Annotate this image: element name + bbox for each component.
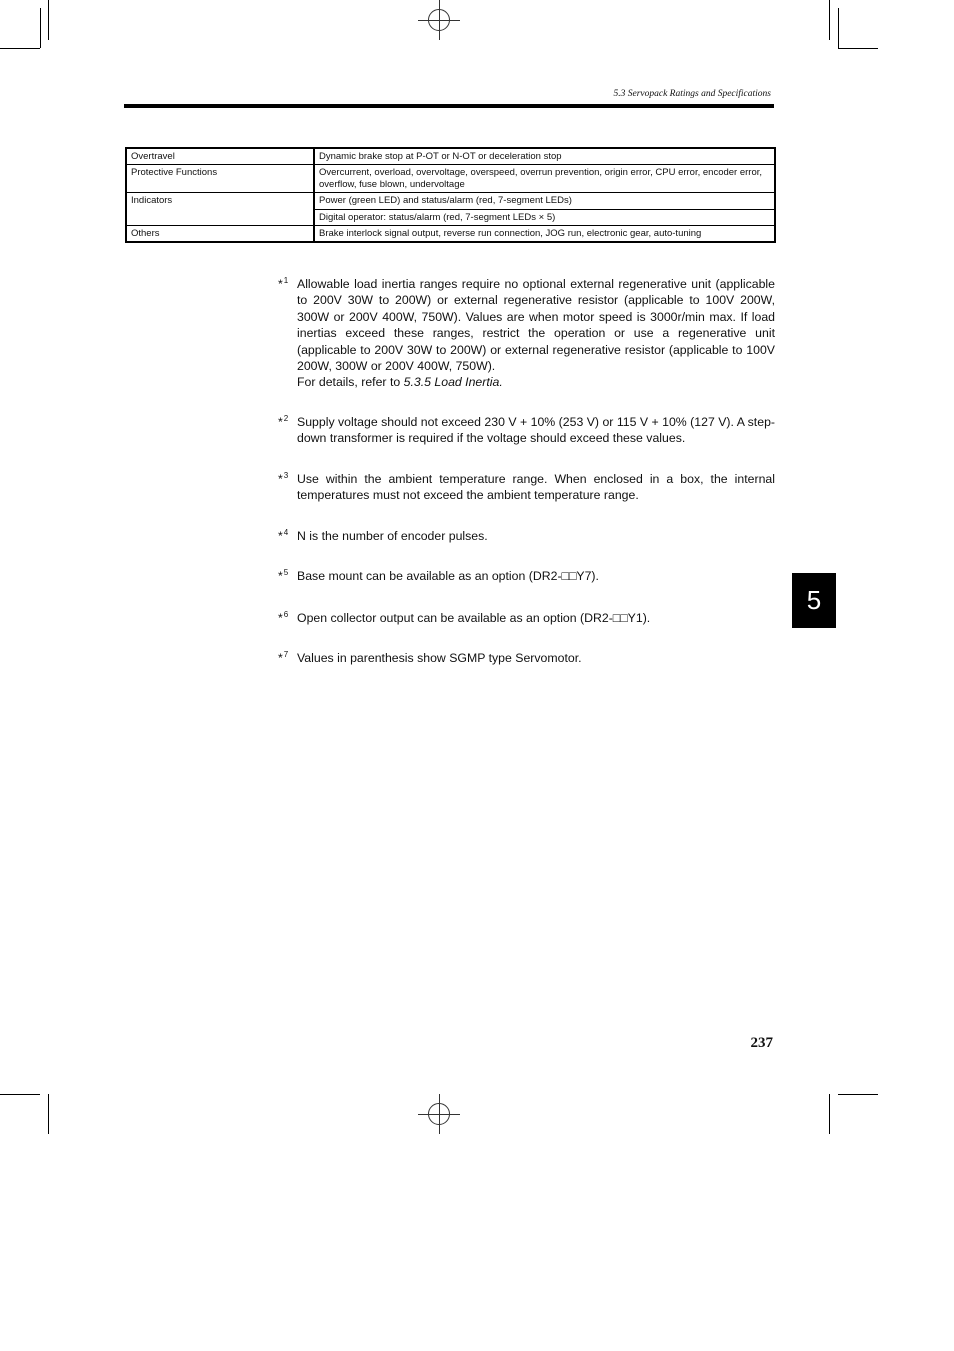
footnote-text: N is the number of encoder pulses. [297,529,488,543]
footnote-asterisk: * [278,651,283,665]
footnote-number: 7 [283,650,289,659]
footnote-asterisk: * [278,529,283,543]
footnote-2 [278,414,775,447]
specifications-table [125,147,776,243]
crop-mark [838,8,839,48]
footnote-4 [278,528,775,544]
footnote-text: Use within the ambient temperature range. When enclosed in a box, the internal temperatures must not exceed the ambient temperature range. [297,472,775,503]
footnote-text: Supply voltage should not exceed 230 V + 10% (253 V) or 115 V + 10% (127 V). A step-down transformer is required if the voltage should exceed these values. [297,415,775,446]
crop-mark [838,1094,878,1095]
crop-mark [829,0,830,40]
row-value: Dynamic brake stop at P-OT or N-OT or deceleration stop [314,148,775,165]
footnote-asterisk: * [278,569,283,583]
footnote-reference [297,374,775,390]
crop-mark [838,48,878,49]
footnote-1 [278,276,775,391]
footnote-text: Values in parenthesis show SGMP type Servomotor. [297,651,582,665]
crop-mark [0,48,40,49]
footnote-3 [278,471,775,504]
row-value: Power (green LED) and status/alarm (red, 7-segment LEDs) [314,193,775,209]
running-head: 5.3 Servopack Ratings and Specifications [613,89,771,99]
header-rule [124,104,774,108]
footnote-number: 5 [283,568,289,577]
footnote-number: 1 [283,276,289,285]
footnote-asterisk: * [278,472,283,486]
crop-mark [0,1094,40,1095]
footnote-asterisk: * [278,415,283,429]
crop-mark [40,8,41,48]
crop-mark [48,0,49,40]
footnote-7 [278,650,775,666]
table-row [126,148,775,165]
page-number: 237 [750,1035,773,1051]
row-label: Others [126,225,314,242]
chapter-tab: 5 [792,573,836,628]
row-label: Protective Functions [126,165,314,193]
footnote-text: Open collector output can be available as an option (DR2-□□Y1). [297,611,651,625]
footnote-text: Base mount can be available as an option (DR2-□□Y7). [297,569,599,583]
footnote-asterisk: * [278,277,283,291]
row-value: Overcurrent, overload, overvoltage, overspeed, overrun prevention, origin error, CPU error, encoder error, overflow, fuse blown, undervoltage [314,165,775,193]
row-value: Digital operator: status/alarm (red, 7-segment LEDs × 5) [314,209,775,225]
footnote-number: 6 [283,610,289,619]
footnote-number: 2 [283,414,289,423]
table-row [126,225,775,242]
crop-mark [48,1094,49,1134]
table-row [126,165,775,193]
footnote-number: 3 [283,471,289,480]
crop-mark [829,1094,830,1134]
footnote-6 [278,610,775,626]
registration-line [439,1094,440,1134]
row-label: Overtravel [126,148,314,165]
table-row [126,193,775,209]
footnote-asterisk: * [278,611,283,625]
row-value: Brake interlock signal output, reverse run connection, JOG run, electronic gear, auto-tuning [314,225,775,242]
reference-link: 5.3.5 Load Inertia. [403,375,503,390]
footnote-text: Allowable load inertia ranges require no optional external regenerative unit (applicable to 200V 30W to 200W) or external regenerative resistor (applicable to 100V 200W, 300W or 200V 400W, 750W). Values are when motor speed is 3000r/min max. If load inertias exceed these ranges, restrict the operation or use a regenerative unit (applicable to 200V 30W to 200W) or external regenerative resistor (applicable to 100V 200W, 300W or 200V 400W, 750W). [297,277,775,374]
footnote-number: 4 [283,528,289,537]
row-label: Indicators [126,193,314,226]
footnote-5 [278,568,775,584]
reference-prefix: For details, refer to [297,375,404,390]
registration-line [439,0,440,40]
